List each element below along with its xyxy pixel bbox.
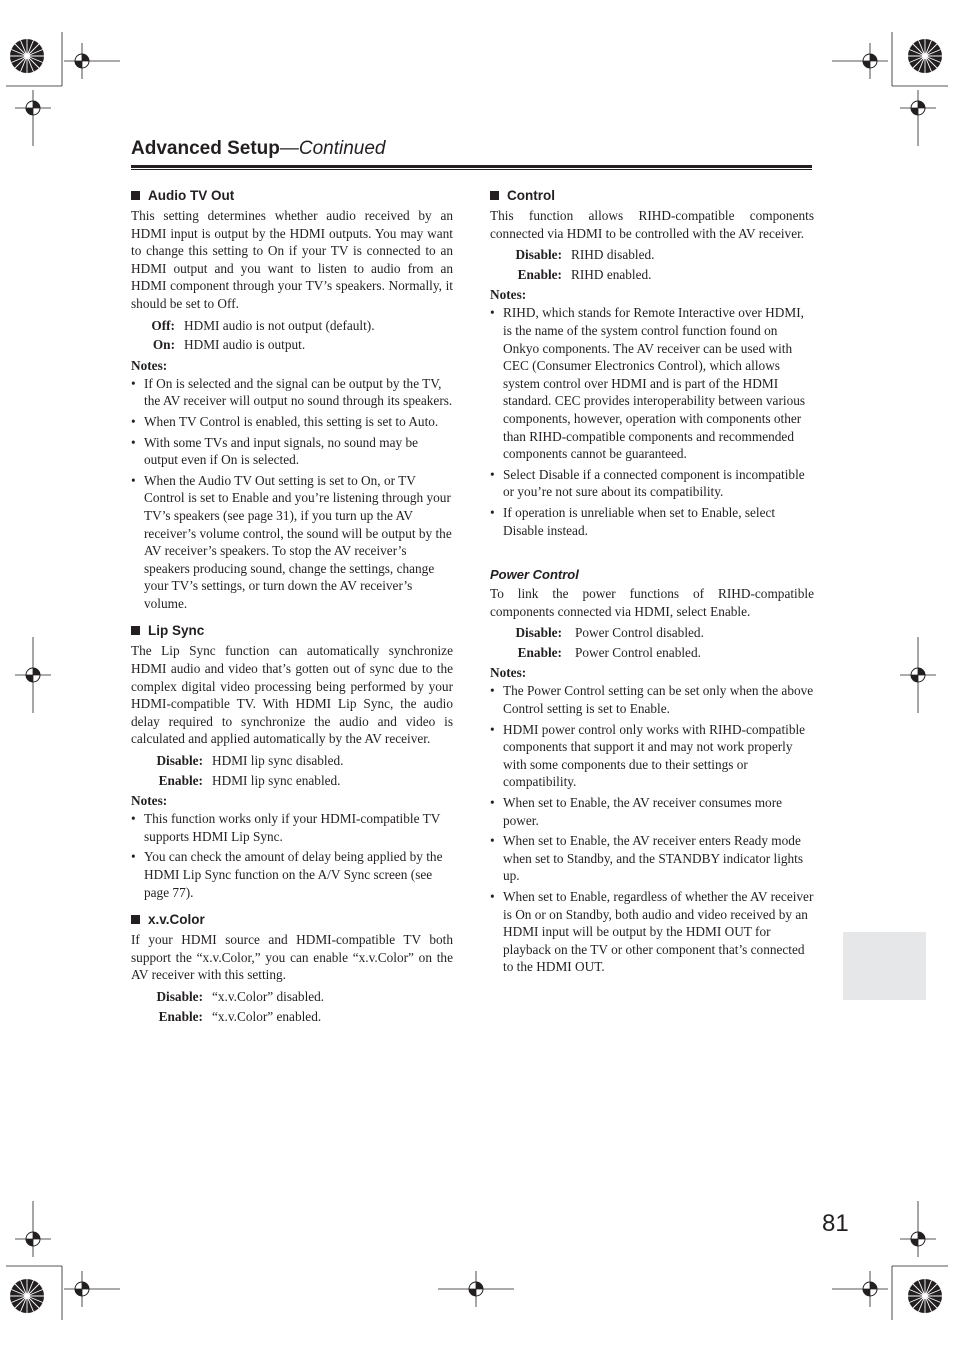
- registration-sunburst-icon: [908, 39, 942, 73]
- side-tab: [843, 932, 926, 1000]
- section-intro: The Lip Sync function can automatically synchronize HDMI audio and video that’s gotten out of sync due to the complex digital video processing being performed by your HDMI-compatible TV. With HDMI Lip Sync, the audio delay required to synchronize the audio and video is calculated and applied automatically by the AV receiver.: [131, 643, 453, 747]
- section-heading: Control: [490, 186, 814, 206]
- option-list: [490, 245, 814, 284]
- option-row: Enable: Power Control enabled.: [517, 644, 701, 660]
- section-lip-sync: [131, 621, 453, 901]
- registration-target-icon: [15, 90, 51, 126]
- registration-target-icon: [900, 1221, 936, 1257]
- page-title: Advanced Setup: [131, 138, 280, 159]
- registration-target-icon: [15, 657, 51, 693]
- list-item: • The Power Control setting can be set only when the above Control setting is set to Enable.: [490, 682, 814, 717]
- option-row: Off: HDMI audio is not output (default).: [151, 317, 375, 333]
- option-row: On: HDMI audio is output.: [152, 337, 306, 353]
- subsection-heading: Power Control: [490, 567, 579, 583]
- list-item: • If On is selected and the signal can be output by the TV, the AV receiver will output no sound through its speakers.: [131, 375, 453, 410]
- notes-label: Notes:: [490, 665, 527, 681]
- registration-target-icon: [852, 1271, 888, 1307]
- square-bullet-icon: [131, 915, 140, 924]
- section-audio-tv-out: [131, 186, 453, 612]
- list-item: • Select Disable if a connected component is incompatible or you’re not sure about its compatibility.: [490, 466, 814, 501]
- list-item: • When set to Enable, regardless of whether the AV receiver is On or on Standby, both audio and video received by an HDMI input will be output by the HDMI OUT for playback on the TV or other component that’s connected to the HDMI OUT.: [490, 888, 814, 976]
- notes-list: [131, 810, 453, 901]
- page-header: [131, 138, 812, 160]
- list-item: • You can check the amount of delay being applied by the HDMI Lip Sync function on the A/V Sync screen (see page 77).: [131, 848, 453, 901]
- square-bullet-icon: [131, 191, 140, 200]
- section-heading: x.v.Color: [131, 910, 453, 930]
- registration-target-icon: [900, 657, 936, 693]
- list-item: • When set to Enable, the AV receiver enters Ready mode when set to Standby, and the STANDBY indicator lights up.: [490, 832, 814, 885]
- notes-label: Notes:: [131, 793, 168, 809]
- list-item: • If operation is unreliable when set to Enable, select Disable instead.: [490, 504, 814, 539]
- registration-target-icon: [852, 43, 888, 79]
- option-list: [131, 987, 453, 1026]
- registration-target-icon: [15, 1221, 51, 1257]
- section-intro: If your HDMI source and HDMI-compatible TV both support the “x.v.Color,” you can enable “x.v.Color” on the AV receiver with this setting.: [131, 932, 453, 983]
- option-row: Disable: RIHD disabled.: [515, 247, 655, 263]
- list-item: • When the Audio TV Out setting is set to On, or TV Control is set to Enable and you’re listening through your TV’s speakers (see page 31), if you turn up the AV receiver’s volume control, the sound will be output by the AV receiver’s speakers. To stop the AV receiver’s speakers producing sound, change the settings, change your TV’s settings, or turn down the AV receiver’s volume.: [131, 472, 453, 613]
- option-row: Disable: “x.v.Color” disabled.: [156, 988, 325, 1004]
- notes-list: [131, 375, 453, 613]
- list-item: • When TV Control is enabled, this setting is set to Auto.: [131, 413, 453, 431]
- list-item: • RIHD, which stands for Remote Interactive over HDMI, is the name of the system control function found on Onkyo components. The AV receiver can be used with CEC (Consumer Electronics Control), which allows system control over HDMI and is part of the HDMI standard. CEC provides interoperability between various components, however, operation with components other than RIHD-compatible components and recommended components cannot be guaranteed.: [490, 304, 814, 462]
- square-bullet-icon: [490, 191, 499, 200]
- section-intro: To link the power functions of RIHD-compatible components connected via HDMI, select Enable.: [490, 586, 814, 619]
- header-rule-thin: [131, 169, 812, 170]
- registration-target-icon: [458, 1271, 494, 1307]
- option-row: Disable: HDMI lip sync disabled.: [156, 753, 344, 769]
- square-bullet-icon: [131, 626, 140, 635]
- option-row: Enable: HDMI lip sync enabled.: [158, 772, 341, 788]
- registration-target-icon: [900, 90, 936, 126]
- header-rule: [131, 165, 812, 168]
- option-row: Disable: Power Control disabled.: [515, 625, 704, 641]
- notes-list: [490, 682, 814, 976]
- registration-sunburst-icon: [10, 39, 44, 73]
- registration-target-icon: [64, 1271, 100, 1307]
- section-power-control: [490, 565, 814, 976]
- list-item: • This function works only if your HDMI-compatible TV supports HDMI Lip Sync.: [131, 810, 453, 845]
- section-intro: This function allows RIHD-compatible components connected via HDMI to be controlled with the AV receiver.: [490, 208, 814, 241]
- registration-sunburst-icon: [908, 1279, 942, 1313]
- section-xvcolor: [131, 910, 453, 1026]
- registration-sunburst-icon: [10, 1279, 44, 1313]
- list-item: • HDMI power control only works with RIHD-compatible components that support it and may not work properly with some components due to their settings or compatibility.: [490, 721, 814, 791]
- option-list: [131, 316, 453, 355]
- option-list: [131, 751, 453, 790]
- notes-list: [490, 304, 814, 539]
- option-list: [490, 623, 814, 662]
- left-column: [131, 186, 453, 1035]
- notes-label: Notes:: [131, 357, 168, 373]
- list-item: • With some TVs and input signals, no sound may be output even if On is selected.: [131, 434, 453, 469]
- section-heading: Lip Sync: [131, 621, 453, 641]
- page-number: 81: [822, 1210, 849, 1237]
- registration-target-icon: [64, 43, 100, 79]
- section-heading: Audio TV Out: [131, 186, 453, 206]
- page-subtitle: —Continued: [279, 138, 386, 159]
- section-control: [490, 186, 814, 539]
- right-column: [490, 186, 814, 985]
- section-intro: This setting determines whether audio received by an HDMI input is output by the HDMI outputs. You may want to change this setting to On if your TV is connected to an HDMI output and you want to listen to audio from an HDMI component through your TV’s speakers. Normally, it should be set to Off.: [131, 208, 453, 311]
- option-row: Enable: “x.v.Color” enabled.: [158, 1008, 322, 1024]
- option-row: Enable: RIHD enabled.: [517, 266, 652, 282]
- notes-label: Notes:: [490, 287, 527, 303]
- list-item: • When set to Enable, the AV receiver consumes more power.: [490, 794, 814, 829]
